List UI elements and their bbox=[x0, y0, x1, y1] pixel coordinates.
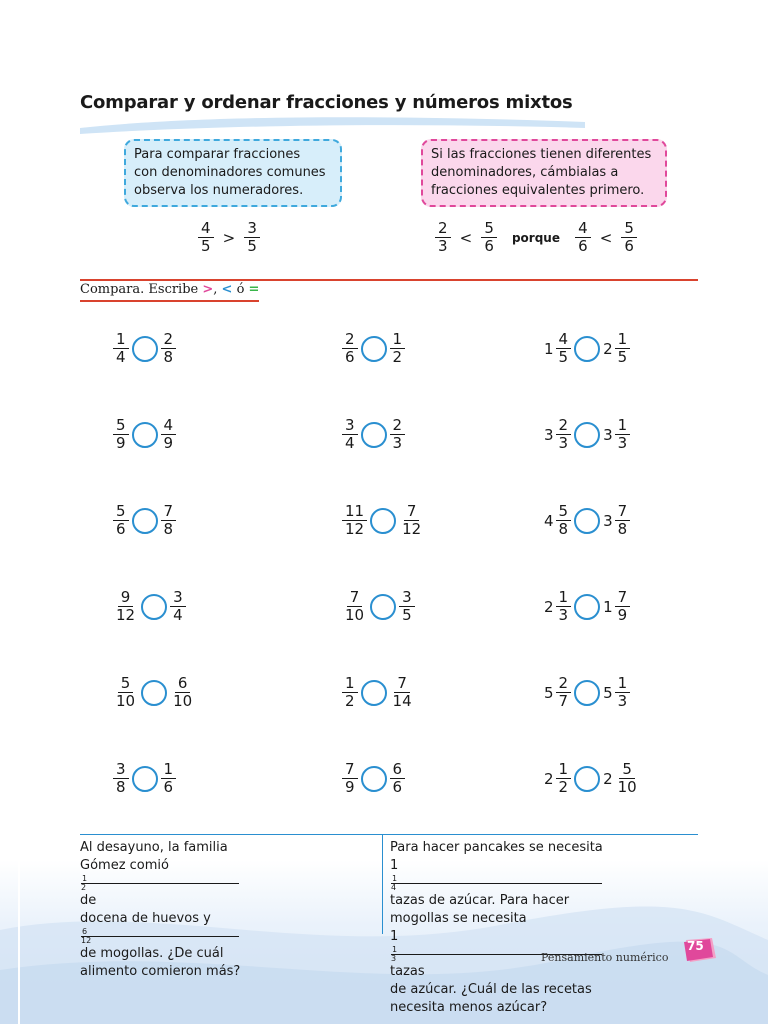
numerator: 1 bbox=[615, 331, 631, 349]
tip-box-different-denominators bbox=[421, 139, 667, 207]
numerator: 7 bbox=[161, 503, 177, 521]
comparison-sign: < bbox=[459, 228, 473, 247]
denominator: 5 bbox=[558, 348, 569, 366]
fraction bbox=[556, 417, 572, 452]
tip-line: Para comparar fracciones bbox=[134, 147, 301, 162]
whole-number: 2 bbox=[603, 769, 613, 788]
answer-circle[interactable] bbox=[574, 766, 600, 792]
problem-line: docena de huevos y 6 12 bbox=[80, 910, 240, 945]
numerator: 2 bbox=[390, 417, 406, 435]
fraction bbox=[615, 675, 631, 710]
numerator: 7 bbox=[394, 675, 410, 693]
numerator: 7 bbox=[615, 589, 631, 607]
numerator: 2 bbox=[342, 331, 358, 349]
whole-number: 2 bbox=[544, 769, 554, 788]
whole-number: 1 bbox=[603, 597, 613, 616]
problem-line: alimento comieron más? bbox=[80, 964, 241, 979]
fraction bbox=[615, 761, 640, 796]
numerator: 1 bbox=[615, 417, 631, 435]
comparison-exercise bbox=[113, 589, 186, 624]
fraction bbox=[161, 761, 177, 796]
denominator: 12 bbox=[402, 520, 422, 538]
numerator: 7 bbox=[404, 503, 420, 521]
denominator: 10 bbox=[173, 692, 193, 710]
denominator: 10 bbox=[116, 692, 136, 710]
fraction bbox=[342, 589, 367, 624]
fraction: $\frac{3}{5}$ bbox=[244, 220, 260, 255]
fraction bbox=[556, 503, 572, 538]
comparison-exercise bbox=[544, 761, 640, 796]
comparison-exercise bbox=[342, 675, 415, 710]
answer-circle[interactable] bbox=[361, 680, 387, 706]
answer-circle[interactable] bbox=[574, 508, 600, 534]
fraction: $\frac{5}{6}$ bbox=[621, 220, 637, 255]
numerator: 2 bbox=[161, 331, 177, 349]
numerator: 3 bbox=[170, 589, 186, 607]
whole-number: 5 bbox=[603, 683, 613, 702]
denominator: 4 bbox=[173, 606, 183, 624]
denominator: 8 bbox=[163, 520, 174, 538]
denominator: 8 bbox=[558, 520, 569, 538]
comparison-exercise bbox=[113, 331, 176, 366]
comparison-exercise bbox=[113, 417, 176, 452]
fraction bbox=[113, 589, 138, 624]
comparison-exercise bbox=[113, 675, 195, 710]
fraction bbox=[342, 675, 358, 710]
numerator: 1 bbox=[342, 675, 358, 693]
fraction bbox=[390, 331, 406, 366]
instruction-text: Compara. Escribe bbox=[80, 282, 203, 297]
whole-number: 2 bbox=[544, 597, 554, 616]
comparison-exercise bbox=[342, 331, 405, 366]
comparison-exercise bbox=[544, 589, 630, 624]
denominator: 2 bbox=[558, 778, 569, 796]
denominator: 9 bbox=[116, 434, 126, 452]
comparison-sign: < bbox=[599, 228, 613, 247]
numerator: 5 bbox=[556, 503, 572, 521]
denominator: 2 bbox=[392, 348, 403, 366]
problem-line: de mogollas. ¿De cuál bbox=[80, 946, 224, 961]
comparison-exercise bbox=[342, 503, 424, 538]
numerator: 5 bbox=[118, 675, 134, 693]
inline-fraction: 1 3 bbox=[391, 946, 602, 963]
denominator: 12 bbox=[345, 520, 365, 538]
whole-number: 3 bbox=[603, 511, 613, 530]
denominator: 3 bbox=[617, 434, 628, 452]
answer-circle[interactable] bbox=[574, 422, 600, 448]
comparison-exercise bbox=[342, 589, 415, 624]
denominator: 6 bbox=[392, 778, 403, 796]
answer-circle[interactable] bbox=[361, 336, 387, 362]
denominator: 9 bbox=[163, 434, 174, 452]
fraction bbox=[615, 589, 631, 624]
numerator: 7 bbox=[342, 761, 358, 779]
fraction: $\frac{4}{5}$ bbox=[198, 220, 214, 255]
problems-divider bbox=[80, 834, 698, 835]
porque-label: porque bbox=[511, 230, 560, 245]
denominator: 9 bbox=[617, 606, 628, 624]
word-problem-sugar bbox=[390, 839, 603, 1017]
numerator: 1 bbox=[556, 761, 572, 779]
fraction bbox=[390, 761, 406, 796]
denominator: 3 bbox=[558, 434, 569, 452]
fraction bbox=[390, 675, 415, 710]
denominator: 12 bbox=[116, 606, 136, 624]
section-divider bbox=[80, 279, 698, 281]
numerator: 1 bbox=[161, 761, 177, 779]
tip-line: Si las fracciones tienen diferentes bbox=[431, 147, 652, 162]
denominator: 3 bbox=[617, 692, 628, 710]
numerator: 4 bbox=[556, 331, 572, 349]
numerator: 3 bbox=[342, 417, 358, 435]
fraction bbox=[170, 675, 195, 710]
less-than-symbol: < bbox=[221, 282, 233, 297]
answer-circle[interactable] bbox=[574, 336, 600, 362]
equals-symbol: = bbox=[248, 282, 260, 297]
answer-circle[interactable] bbox=[132, 336, 158, 362]
numerator: 1 bbox=[615, 675, 631, 693]
page-title: Comparar y ordenar fracciones y números mixtos bbox=[80, 92, 573, 113]
numerator: 4 bbox=[161, 417, 177, 435]
section-label: Pensamiento numérico bbox=[541, 951, 669, 964]
tip-line: fracciones equivalentes primero. bbox=[431, 183, 645, 198]
fraction bbox=[615, 417, 631, 452]
comparison-exercise bbox=[113, 761, 176, 796]
denominator: 2 bbox=[345, 692, 355, 710]
denominator: 3 bbox=[558, 606, 569, 624]
fraction: $\frac{5}{6}$ bbox=[481, 220, 497, 255]
problem-line: Al desayuno, la familia bbox=[80, 840, 228, 855]
problem-line: de azúcar. ¿Cuál de las recetas bbox=[390, 982, 592, 997]
problem-line: necesita menos azúcar? bbox=[390, 1000, 548, 1015]
comparison-exercise bbox=[544, 331, 630, 366]
left-margin-rule bbox=[18, 840, 20, 1024]
greater-than-symbol: > bbox=[202, 282, 214, 297]
problems-column-divider bbox=[382, 834, 383, 934]
answer-circle[interactable] bbox=[370, 594, 396, 620]
comparison-sign: > bbox=[222, 228, 236, 247]
tip-box-common-denominators bbox=[124, 139, 342, 207]
denominator: 6 bbox=[116, 520, 126, 538]
instruction-or: ó bbox=[232, 282, 249, 297]
fraction: $\frac{4}{6}$ bbox=[575, 220, 591, 255]
problem-line: mogollas se necesita 1 1 3 tazas bbox=[390, 910, 603, 981]
fraction bbox=[556, 675, 572, 710]
numerator: 6 bbox=[175, 675, 191, 693]
answer-circle[interactable] bbox=[574, 594, 600, 620]
whole-number: 4 bbox=[544, 511, 554, 530]
numerator: 9 bbox=[118, 589, 134, 607]
denominator: 10 bbox=[617, 778, 637, 796]
whole-number: 1 bbox=[544, 339, 554, 358]
numerator: 1 bbox=[113, 331, 129, 349]
answer-circle[interactable] bbox=[132, 766, 158, 792]
fraction bbox=[342, 331, 358, 366]
fraction bbox=[342, 417, 358, 452]
instruction bbox=[80, 282, 259, 302]
answer-circle[interactable] bbox=[132, 422, 158, 448]
denominator: 4 bbox=[116, 348, 126, 366]
instruction-comma: , bbox=[213, 282, 222, 297]
denominator: 6 bbox=[163, 778, 174, 796]
answer-circle[interactable] bbox=[361, 422, 387, 448]
fraction bbox=[615, 331, 631, 366]
fraction bbox=[390, 417, 406, 452]
numerator: 5 bbox=[619, 761, 635, 779]
numerator: 2 bbox=[556, 417, 572, 435]
fraction bbox=[556, 761, 572, 796]
problem-line: Para hacer pancakes se necesita bbox=[390, 840, 603, 855]
problem-line: 1 1 4 tazas de azúcar. Para hacer bbox=[390, 857, 603, 910]
denominator: 9 bbox=[345, 778, 355, 796]
page-number: 75 bbox=[687, 939, 704, 953]
fraction bbox=[399, 589, 415, 624]
inline-fraction: 1 2 bbox=[81, 875, 239, 892]
numerator: 2 bbox=[556, 675, 572, 693]
problem-line: Gómez comió 1 2 de bbox=[80, 857, 240, 910]
numerator: 6 bbox=[390, 761, 406, 779]
answer-circle[interactable] bbox=[141, 594, 167, 620]
comparison-exercise bbox=[544, 417, 630, 452]
whole-number: 5 bbox=[544, 683, 554, 702]
denominator: 14 bbox=[392, 692, 412, 710]
tip-line: con denominadores comunes bbox=[134, 165, 326, 180]
fraction bbox=[399, 503, 424, 538]
numerator: 1 bbox=[390, 331, 406, 349]
whole-number: 3 bbox=[544, 425, 554, 444]
numerator: 1 bbox=[556, 589, 572, 607]
comparison-exercise bbox=[342, 761, 405, 796]
answer-circle[interactable] bbox=[132, 508, 158, 534]
fraction bbox=[113, 503, 129, 538]
fraction bbox=[170, 589, 186, 624]
fraction bbox=[161, 503, 177, 538]
fraction bbox=[113, 675, 138, 710]
tip-line: observa los numeradores. bbox=[134, 183, 304, 198]
word-problem-eggs bbox=[80, 839, 240, 981]
fraction bbox=[615, 503, 631, 538]
fraction: $\frac{2}{3}$ bbox=[435, 220, 451, 255]
whole-number: 2 bbox=[603, 339, 613, 358]
inline-fraction: 1 4 bbox=[391, 875, 602, 892]
fraction bbox=[113, 417, 129, 452]
numerator: 5 bbox=[113, 417, 129, 435]
fraction bbox=[161, 331, 177, 366]
answer-circle[interactable] bbox=[370, 508, 396, 534]
example-common-denominators bbox=[198, 220, 260, 255]
example-different-denominators bbox=[435, 220, 637, 255]
denominator: 10 bbox=[345, 606, 365, 624]
fraction bbox=[556, 589, 572, 624]
answer-circle[interactable] bbox=[141, 680, 167, 706]
fraction bbox=[342, 761, 358, 796]
numerator: 5 bbox=[113, 503, 129, 521]
comparison-exercise bbox=[113, 503, 176, 538]
fraction bbox=[161, 417, 177, 452]
denominator: 8 bbox=[163, 348, 174, 366]
fraction bbox=[113, 761, 129, 796]
denominator: 7 bbox=[558, 692, 569, 710]
denominator: 8 bbox=[617, 520, 628, 538]
answer-circle[interactable] bbox=[574, 680, 600, 706]
denominator: 8 bbox=[116, 778, 126, 796]
tip-line: denominadores, cámbialas a bbox=[431, 165, 619, 180]
numerator: 3 bbox=[399, 589, 415, 607]
title-underline-swoosh bbox=[70, 112, 590, 138]
denominator: 4 bbox=[345, 434, 355, 452]
answer-circle[interactable] bbox=[361, 766, 387, 792]
numerator: 3 bbox=[113, 761, 129, 779]
fraction bbox=[113, 331, 129, 366]
denominator: 5 bbox=[617, 348, 628, 366]
numerator: 7 bbox=[615, 503, 631, 521]
numerator: 11 bbox=[342, 503, 367, 521]
comparison-exercise bbox=[544, 675, 630, 710]
fraction bbox=[342, 503, 367, 538]
denominator: 5 bbox=[402, 606, 412, 624]
comparison-exercise bbox=[544, 503, 630, 538]
comparison-exercise bbox=[342, 417, 405, 452]
fraction bbox=[556, 331, 572, 366]
inline-fraction: 6 12 bbox=[81, 928, 239, 945]
numerator: 7 bbox=[347, 589, 363, 607]
denominator: 3 bbox=[392, 434, 403, 452]
whole-number: 3 bbox=[603, 425, 613, 444]
denominator: 6 bbox=[345, 348, 355, 366]
